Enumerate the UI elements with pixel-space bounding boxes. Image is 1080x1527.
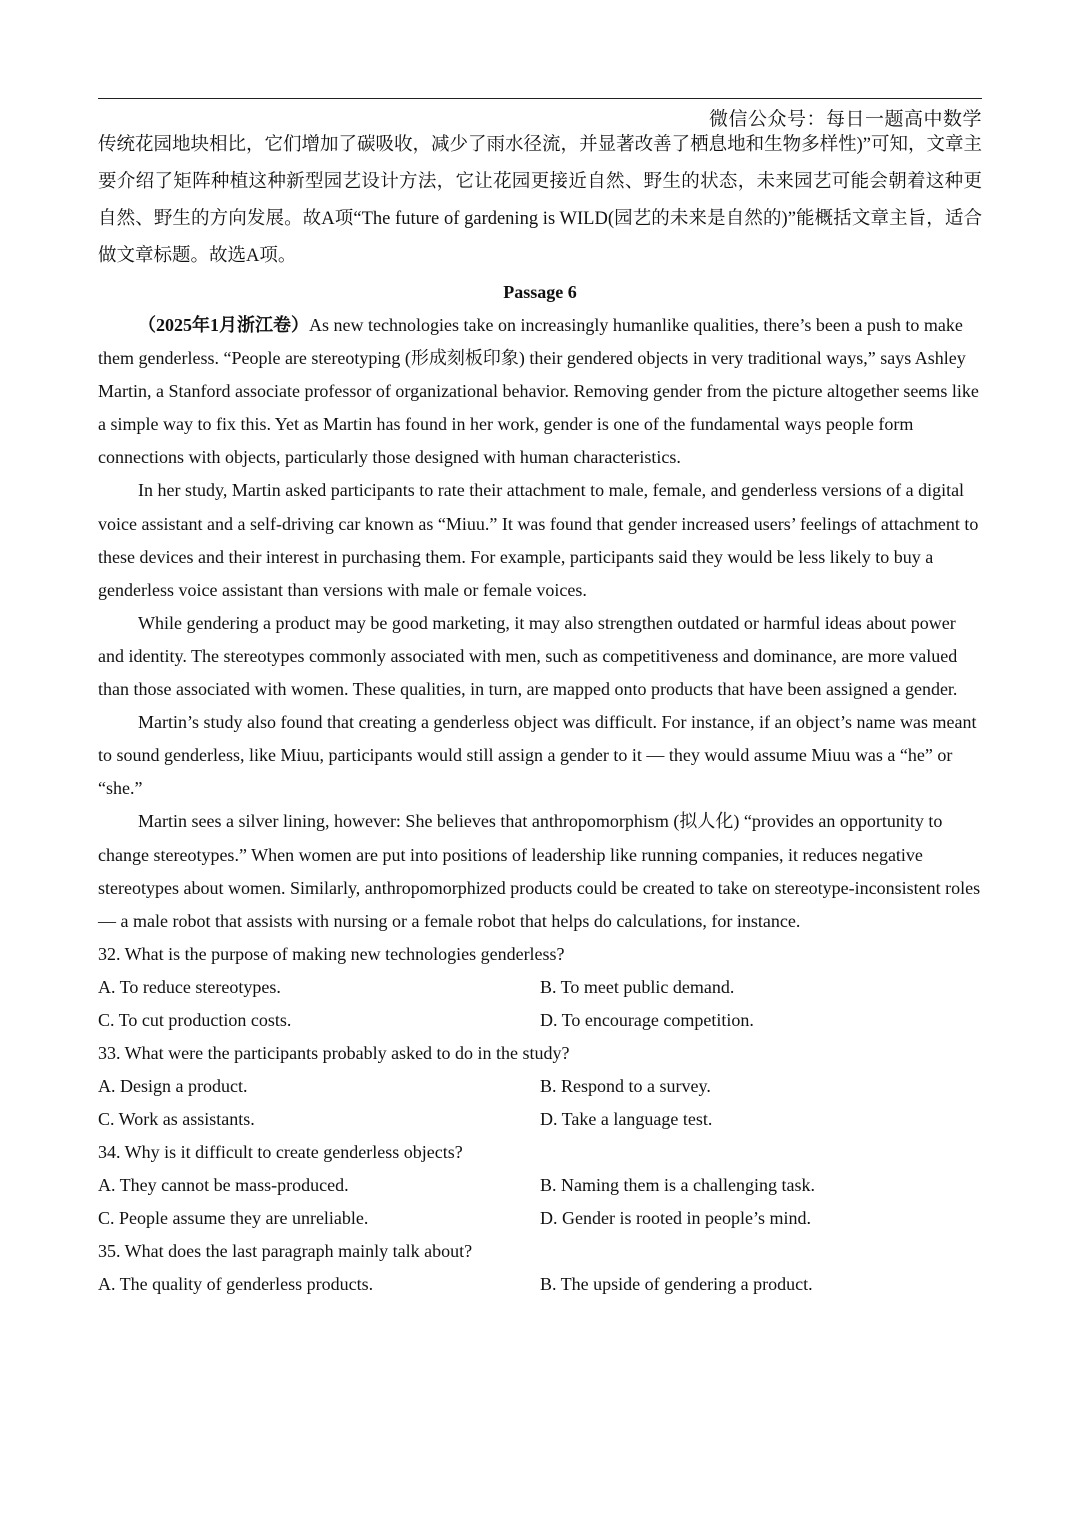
option-d: D. To encourage competition.: [540, 1009, 754, 1030]
option-b: B. The upside of gendering a product.: [540, 1273, 813, 1294]
option-a: A. Design a product.: [98, 1075, 248, 1096]
question-35: [98, 1235, 982, 1301]
option-a: A. The quality of genderless products.: [98, 1273, 374, 1294]
option-row: [98, 1103, 982, 1136]
question-32: [98, 938, 982, 1037]
option-row: [98, 1070, 982, 1103]
option-c: C. People assume they are unreliable.: [98, 1207, 369, 1228]
passage-paragraph-1: [98, 309, 982, 474]
passage-paragraph-3: While gendering a product may be good marketing, it may also strengthen outdated or harmful ideas about power and identity. The stereotypes commonly associated with men, such as competitiveness and dominance, are more valued than those associated with women. These qualities, in turn, are mapped onto products that have been assigned a gender.: [98, 612, 958, 700]
option-b: B. Respond to a survey.: [540, 1075, 711, 1096]
passage-source: （2025年1月浙江卷）: [138, 315, 309, 335]
option-c: C. Work as assistants.: [98, 1108, 255, 1129]
option-a: A. To reduce stereotypes.: [98, 976, 281, 997]
option-c: C. To cut production costs.: [98, 1009, 292, 1030]
question-34: [98, 1136, 982, 1235]
question-stem: 33. What were the participants probably asked to do in the study?: [98, 1042, 570, 1063]
passage-paragraph-5: Martin sees a silver lining, however: She believes that anthropomorphism (拟人化) “provides an opportunity to change stereotypes.” When women are put into positions of leadership like running companies, it reduces negative stereotypes about women. Similarly, anthropomorphized products could be created to take on stereotype-inconsistent roles — a male robot that assists with nursing or a female robot that helps do calculations, for instance.: [98, 811, 981, 931]
header-wechat-label: 微信公众号：每日一题高中数学: [708, 108, 982, 130]
option-a: A. They cannot be mass-produced.: [98, 1174, 349, 1195]
question-stem: 35. What does the last paragraph mainly talk about?: [98, 1240, 473, 1261]
passage-paragraph-1-text: As new technologies take on increasingly humanlike qualities, there’s been a push to make them genderless. “People are stereotyping (形成刻板印象) their gendered objects in very traditional ways,” says Ashley Martin, a Stanford associate professor of organizational behavior. Removing gender from the picture altogether seems like a simple way to fix this. Yet as Martin has found in her work, gender is one of the fundamental ways people form connections with objects, particularly those designed with human characteristics.: [98, 315, 979, 468]
option-b: B. To meet public demand.: [540, 976, 735, 997]
option-row: [98, 1202, 982, 1235]
option-d: D. Take a language test.: [540, 1108, 713, 1129]
option-row: [98, 1169, 982, 1202]
option-d: D. Gender is rooted in people’s mind.: [540, 1207, 811, 1228]
option-row: [98, 971, 982, 1004]
page-content: [98, 127, 982, 1301]
passage-paragraph-2: In her study, Martin asked participants to rate their attachment to male, female, and genderless versions of a digital voice assistant and a self-driving car known as “Miuu.” It was found that gender increased users’ feelings of attachment to these devices and their interest in purchasing them. For example, participants said they would be less likely to buy a genderless voice assistant than versions with male or female voices.: [98, 480, 979, 600]
passage-paragraph-4: Martin’s study also found that creating a genderless object was difficult. For instance, if an object’s name was meant to sound genderless, like Miuu, participants would still assign a gender to it — they would assume Miuu was a “he” or “she.”: [98, 712, 977, 799]
option-row: [98, 1268, 982, 1301]
question-33: [98, 1037, 982, 1136]
option-row: [98, 1004, 982, 1037]
header-rule: [98, 98, 982, 99]
option-b: B. Naming them is a challenging task.: [540, 1174, 815, 1195]
answer-explanation-paragraph: 传统花园地块相比，它们增加了碳吸收，减少了雨水径流，并显著改善了栖息地和生物多样性)”可知，文章主要介绍了矩阵种植这种新型园艺设计方法，它让花园更接近自然、野生的状态，未来园艺可能会朝着这种更自然、野生的方向发展。故A项“The future of gardening is WILD(园艺的未来是自然的)”能概括文章主旨，适合做文章标题。故选A项。: [98, 135, 982, 266]
question-stem: 32. What is the purpose of making new technologies genderless?: [98, 943, 565, 964]
question-stem: 34. Why is it difficult to create genderless objects?: [98, 1141, 463, 1162]
passage-title: Passage 6: [503, 282, 577, 302]
